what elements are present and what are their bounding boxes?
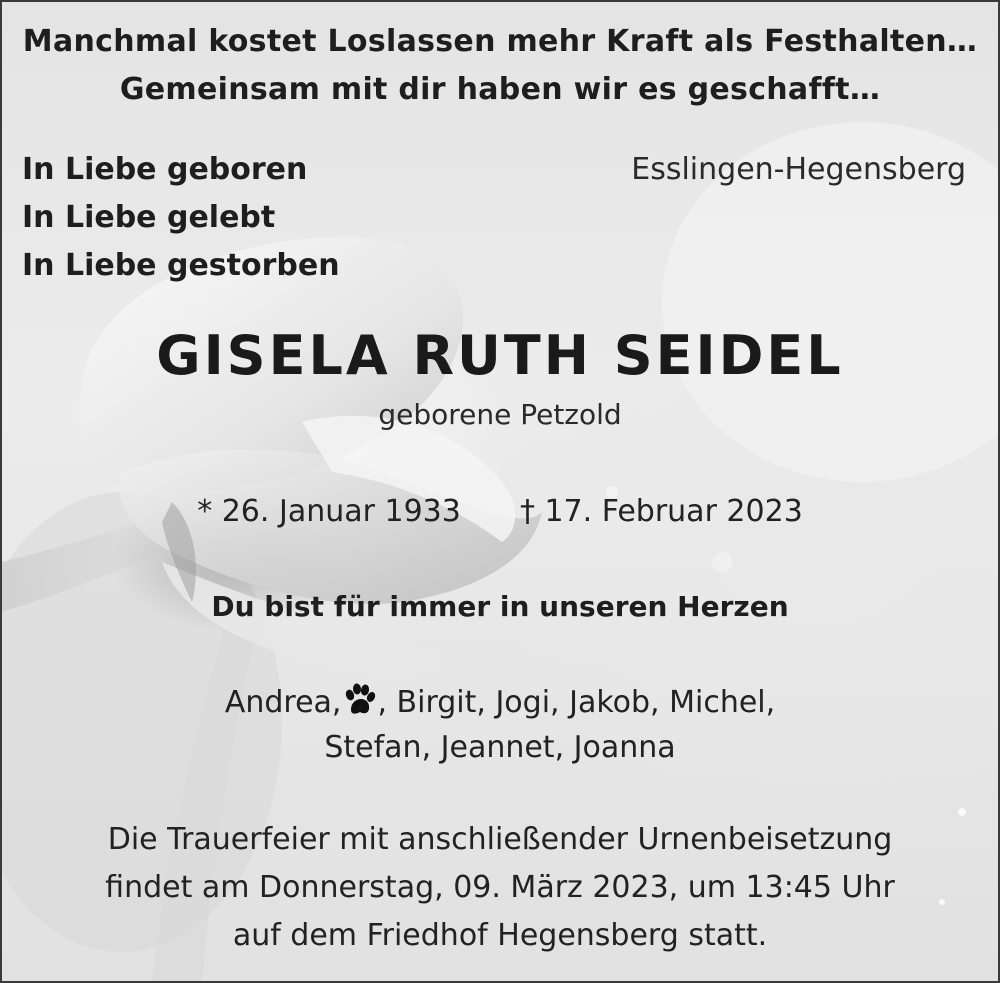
motto-line-2: Gemeinsam mit dir haben wir es geschafft… bbox=[119, 72, 881, 107]
family-names-start: Andrea, bbox=[224, 685, 342, 720]
ceremony-line-1: Die Trauerfeier mit anschließender Urnenbeisetzung bbox=[107, 822, 893, 857]
family-line-1 bbox=[2, 682, 998, 720]
birth-name: geborene Petzold bbox=[378, 398, 622, 431]
love-line-born: In Liebe geboren bbox=[22, 152, 308, 187]
life-dates bbox=[2, 494, 998, 529]
death-date: † 17. Februar 2023 bbox=[519, 494, 803, 529]
deceased-name: GISELA RUTH SEIDEL bbox=[156, 324, 844, 387]
family-line-2: Stefan, Jeannet, Joanna bbox=[324, 730, 676, 765]
paw-icon bbox=[341, 682, 377, 718]
family-names-end: , Birgit, Jogi, Jakob, Michel, bbox=[377, 685, 776, 720]
birth-date: * 26. Januar 1933 bbox=[197, 494, 461, 529]
memorial-message: Du bist für immer in unseren Herzen bbox=[211, 590, 789, 623]
place-name: Esslingen-Hegensberg bbox=[631, 152, 966, 187]
ceremony-line-3: auf dem Friedhof Hegensberg statt. bbox=[232, 918, 768, 953]
love-line-lived: In Liebe gelebt bbox=[22, 200, 276, 235]
motto-line-1: Manchmal kostet Loslassen mehr Kraft als Festhalten… bbox=[22, 24, 978, 59]
ceremony-line-2: findet am Donnerstag, 09. März 2023, um 13:45 Uhr bbox=[105, 870, 895, 905]
love-line-died: In Liebe gestorben bbox=[22, 248, 340, 283]
